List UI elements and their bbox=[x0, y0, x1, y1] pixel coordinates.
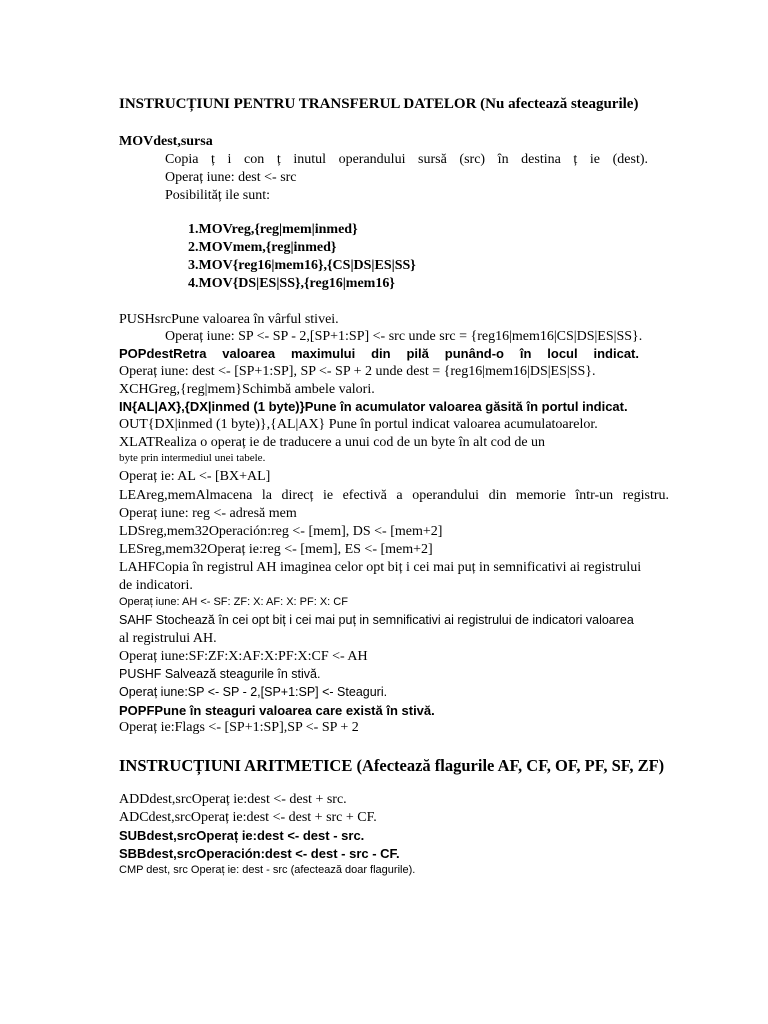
push-operation: Operaț iune: SP <- SP - 2,[SP+1:SP] <- src unde src = {reg16|mem16|CS|DS|ES|SS}. bbox=[165, 329, 643, 344]
mov-operation: Operaț iune: dest <- src bbox=[165, 170, 297, 185]
pop-line: POPdestRetra valoarea maximului din pilă punând-o în locul indicat. bbox=[119, 346, 639, 361]
xchg-line: XCHGreg,{reg|mem}Schimbă ambele valori. bbox=[119, 382, 375, 397]
section-heading-arithmetic: INSTRUCȚIUNI ARITMETICE (Afectează flagurile AF, CF, OF, PF, SF, ZF) bbox=[119, 756, 665, 775]
add-line: ADDdest,srcOperaț ie:dest <- dest + src. bbox=[119, 792, 347, 807]
sahf-operation: Operaț iune:SF:ZF:X:AF:X:PF:X:CF <- AH bbox=[119, 649, 368, 664]
pop-operation: Operaț iune: dest <- [SP+1:SP], SP <- SP + 2 unde dest = {reg16|mem16|DS|ES|SS}. bbox=[119, 364, 596, 379]
mov-option: 2.MOVmem,{reg|inmed} bbox=[188, 240, 337, 255]
sahf-line-cont: al registrului AH. bbox=[119, 631, 217, 646]
sahf-line: SAHF Stochează în cei opt biț i cei mai puț in semnificativi ai registrului de indicatori valoarea bbox=[119, 613, 634, 627]
mov-option: 4.MOV{DS|ES|SS},{reg16|mem16} bbox=[188, 276, 395, 291]
mov-possibilities: Posibilităț ile sunt: bbox=[165, 188, 271, 203]
xlat-line: XLATRealiza o operaț ie de traducere a unui cod de un byte în alt cod de un bbox=[119, 435, 546, 450]
in-line: IN{AL|AX},{DX|inmed (1 byte)}Pune în acumulator valoarea găsită în portul indicat. bbox=[119, 399, 628, 414]
popf-line: POPFPune în steaguri valoarea care există în stivă. bbox=[119, 703, 435, 718]
xlat-operation: Operaț ie: AL <- [BX+AL] bbox=[119, 469, 271, 484]
lds-line: LDSreg,mem32Operación:reg <- [mem], DS <- [mem+2] bbox=[119, 524, 443, 539]
les-line: LESreg,mem32Operaț ie:reg <- [mem], ES <- [mem+2] bbox=[119, 542, 433, 557]
push-line: PUSHsrcPune valoarea în vârful stivei. bbox=[119, 312, 339, 327]
lahf-operation: Operaț iune: AH <- SF: ZF: X: AF: X: PF: X: CF bbox=[119, 596, 348, 608]
lahf-line: LAHFCopia în registrul AH imaginea celor opt biț i cei mai puț in semnificativi ai registrului bbox=[119, 560, 642, 575]
pushf-operation: Operaț iune:SP <- SP - 2,[SP+1:SP] <- Steaguri. bbox=[119, 685, 388, 699]
adc-line: ADCdest,srcOperaț ie:dest <- dest + src + CF. bbox=[119, 810, 377, 825]
mov-option: 3.MOV{reg16|mem16},{CS|DS|ES|SS} bbox=[188, 258, 416, 273]
lea-operation: Operaț iune: reg <- adresă mem bbox=[119, 506, 297, 521]
sbb-line: SBBdest,srcOperación:dest <- dest - src - CF. bbox=[119, 846, 400, 861]
out-line: OUT{DX|inmed (1 byte)},{AL|AX} Pune în portul indicat valoarea acumulatoarelor. bbox=[119, 417, 598, 432]
lea-line: LEAreg,memAlmacena la direcț ie efectivă a operandului din memorie într-un registru. bbox=[119, 488, 669, 503]
lahf-line-cont: de indicatori. bbox=[119, 578, 193, 593]
mov-option: 1.MOVreg,{reg|mem|inmed} bbox=[188, 222, 358, 237]
pushf-line: PUSHF Salvează steagurile în stivă. bbox=[119, 667, 321, 681]
cmp-line: CMP dest, src Operaț ie: dest - src (afectează doar flagurile). bbox=[119, 864, 416, 876]
sub-line: SUBdest,srcOperaț ie:dest <- dest - src. bbox=[119, 828, 365, 843]
xlat-line-cont: byte prin intermediul unei tabele. bbox=[119, 452, 266, 464]
mov-title: MOVdest,sursa bbox=[119, 134, 213, 149]
section-heading-transfer: INSTRUCȚIUNI PENTRU TRANSFERUL DATELOR (Nu afectează steagurile) bbox=[119, 96, 639, 112]
mov-description: Copia ț i con ț inutul operandului sursă (src) în destina ț ie (dest). bbox=[165, 152, 648, 167]
popf-operation: Operaț ie:Flags <- [SP+1:SP],SP <- SP + 2 bbox=[119, 720, 359, 735]
